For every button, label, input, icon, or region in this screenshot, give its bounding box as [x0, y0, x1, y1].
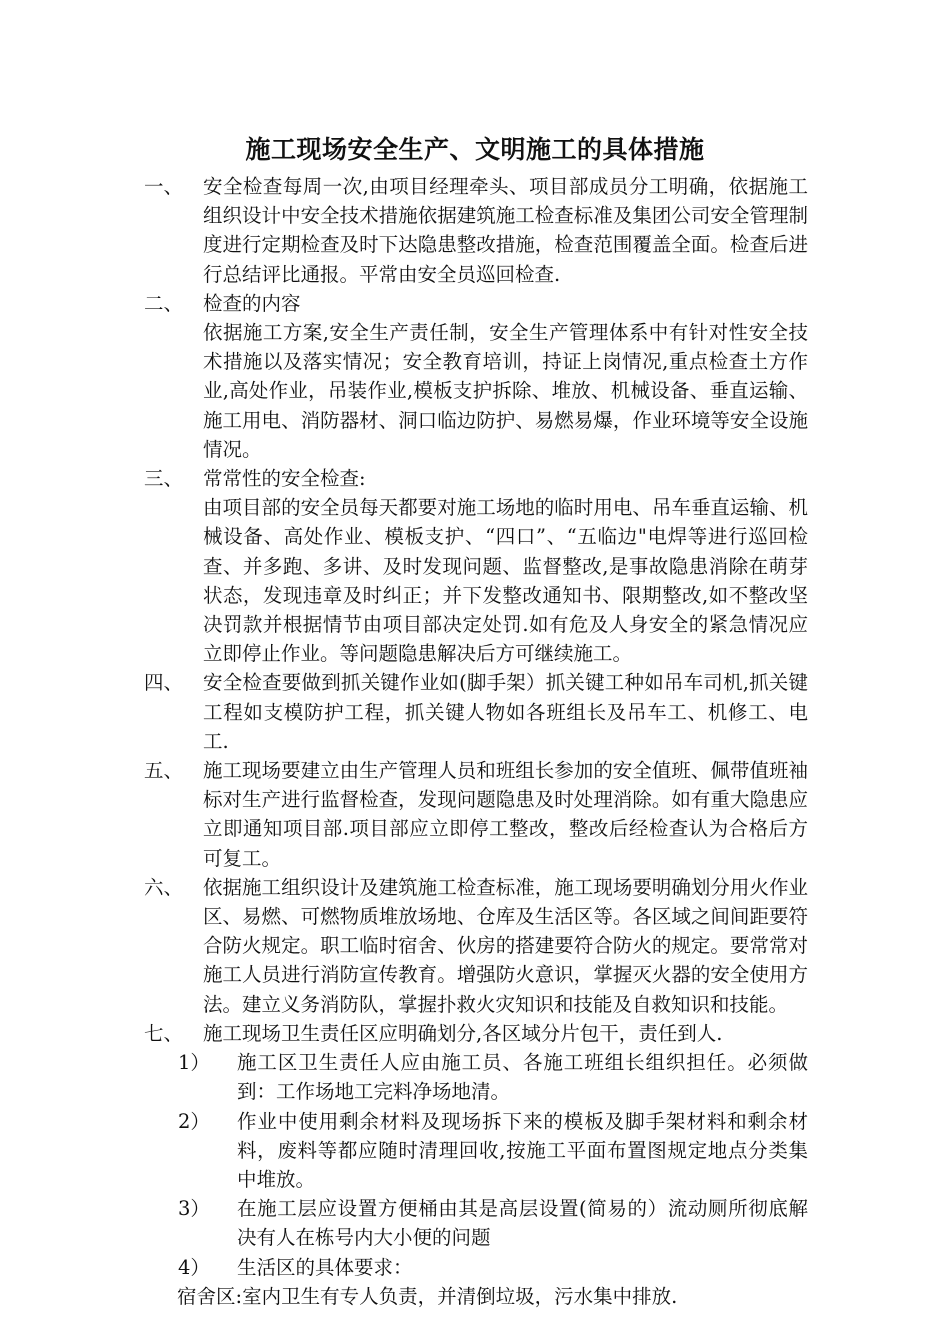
section-number: 七、 — [144, 1021, 184, 1045]
section-3 — [0, 464, 808, 668]
subitem-number: 1） — [178, 1051, 210, 1075]
subitem-number: 4） — [178, 1255, 210, 1279]
section-heading: 检查的内容 — [203, 291, 301, 315]
subitem-text: 在施工层应设置方便桶由其是高层设置(简易的）流动厕所彻底解决有人在栋号内大小便的问题 — [237, 1197, 808, 1250]
subitem-text: 生活区的具体要求： — [237, 1255, 413, 1279]
section-paragraph: 施工现场要建立由生产管理人员和班组长参加的安全值班、佩带值班袖标对生产进行监督检查，发现问题隐患及时处理消除。如有重大隐患应立即通知项目部.项目部应立即停工整改，整改后经检查认为合格后方可复工。 — [203, 759, 808, 870]
subitem-3 — [0, 1194, 808, 1252]
section-number: 一、 — [144, 175, 184, 198]
section-1 — [0, 172, 808, 289]
document-title: 施工现场安全生产、文明施工的具体措施 — [245, 135, 705, 164]
document-body — [0, 172, 950, 1311]
section-4 — [0, 668, 808, 756]
section-paragraph: 安全检查要做到抓关键作业如(脚手架）抓关键工种如吊车司机,抓关键工程如支模防护工程，抓关键人物如各班组长及吊车工、机修工、电工. — [203, 671, 808, 753]
subitem-1 — [0, 1048, 808, 1106]
section-number: 三、 — [144, 467, 184, 491]
section-number: 二、 — [144, 291, 184, 315]
section-paragraph: 施工现场卫生责任区应明确划分,各区域分片包干，责任到人. — [203, 1021, 723, 1045]
section-paragraph: 依据施工方案,安全生产责任制，安全生产管理体系中有针对性安全技术措施以及落实情况；安全教育培训，持证上岗情况,重点检查土方作业,高处作业，吊装作业,模板支护拆除、堆放、机械设备、垂直运输、施工用电、消防器材、洞口临边防护、易燃易爆，作业环境等安全设施情况。 — [203, 321, 808, 461]
subitem-number: 2） — [178, 1109, 210, 1133]
section-heading: 常常性的安全检查: — [203, 467, 366, 491]
section-5 — [0, 756, 808, 873]
subitem-number: 3） — [178, 1197, 210, 1221]
section-paragraph: 由项目部的安全员每天都要对施工场地的临时用电、吊车垂直运输、机械设备、高处作业、模板支护、“四口”、“五临边"电焊等进行巡回检查、并多跑、多讲、及时发现问题、监督整改,是事故隐患消除在萌芽状态，发现违章及时纠正；并下发整改通知书、限期整改,如不整改坚决罚款并根据情节由项目部决定处罚.如有危及人身安全的紧急情况应立即停止作业。等问题隐患解决后方可继续施工。 — [203, 496, 808, 666]
section-number: 六、 — [144, 875, 184, 899]
subitem-4 — [0, 1253, 808, 1282]
section-7 — [0, 1019, 808, 1048]
subitem-text: 作业中使用剩余材料及现场拆下来的模板及脚手架材料和剩余材料，废料等都应随时清理回收,按施工平面布置图规定地点分类集中堆放。 — [237, 1109, 808, 1191]
section-number: 五、 — [144, 759, 184, 783]
section-6 — [0, 873, 808, 1019]
dormitory-requirement: 宿舍区:室内卫生有专人负责，并清倒垃圾，污水集中排放. — [177, 1284, 678, 1308]
section-paragraph: 安全检查每周一次,由项目经理牵头、项目部成员分工明确，依据施工组织设计中安全技术措施依据建筑施工检查标准及集团公司安全管理制度进行定期检查及时下达隐患整改措施，检查范围覆盖全面。检查后进行总结评比通报。平常由安全员巡回检查. — [203, 175, 808, 286]
section-2 — [0, 289, 808, 464]
section-number: 四、 — [144, 671, 184, 695]
subitem-text: 施工区卫生责任人应由施工员、各施工班组长组织担任。必须做到：工作场地工完料净场地清。 — [237, 1051, 808, 1104]
section-paragraph: 依据施工组织设计及建筑施工检查标准，施工现场要明确划分用火作业区、易燃、可燃物质堆放场地、仓库及生活区等。各区域之间间距要符合防火规定。职工临时宿舍、伙房的搭建要符合防火的规定。要常常对施工人员进行消防宣传教育。增强防火意识，掌握灭火器的安全使用方法。建立义务消防队，掌握扑救火灾知识和技能及自救知识和技能。 — [203, 875, 808, 1016]
subitem-2 — [0, 1107, 808, 1195]
